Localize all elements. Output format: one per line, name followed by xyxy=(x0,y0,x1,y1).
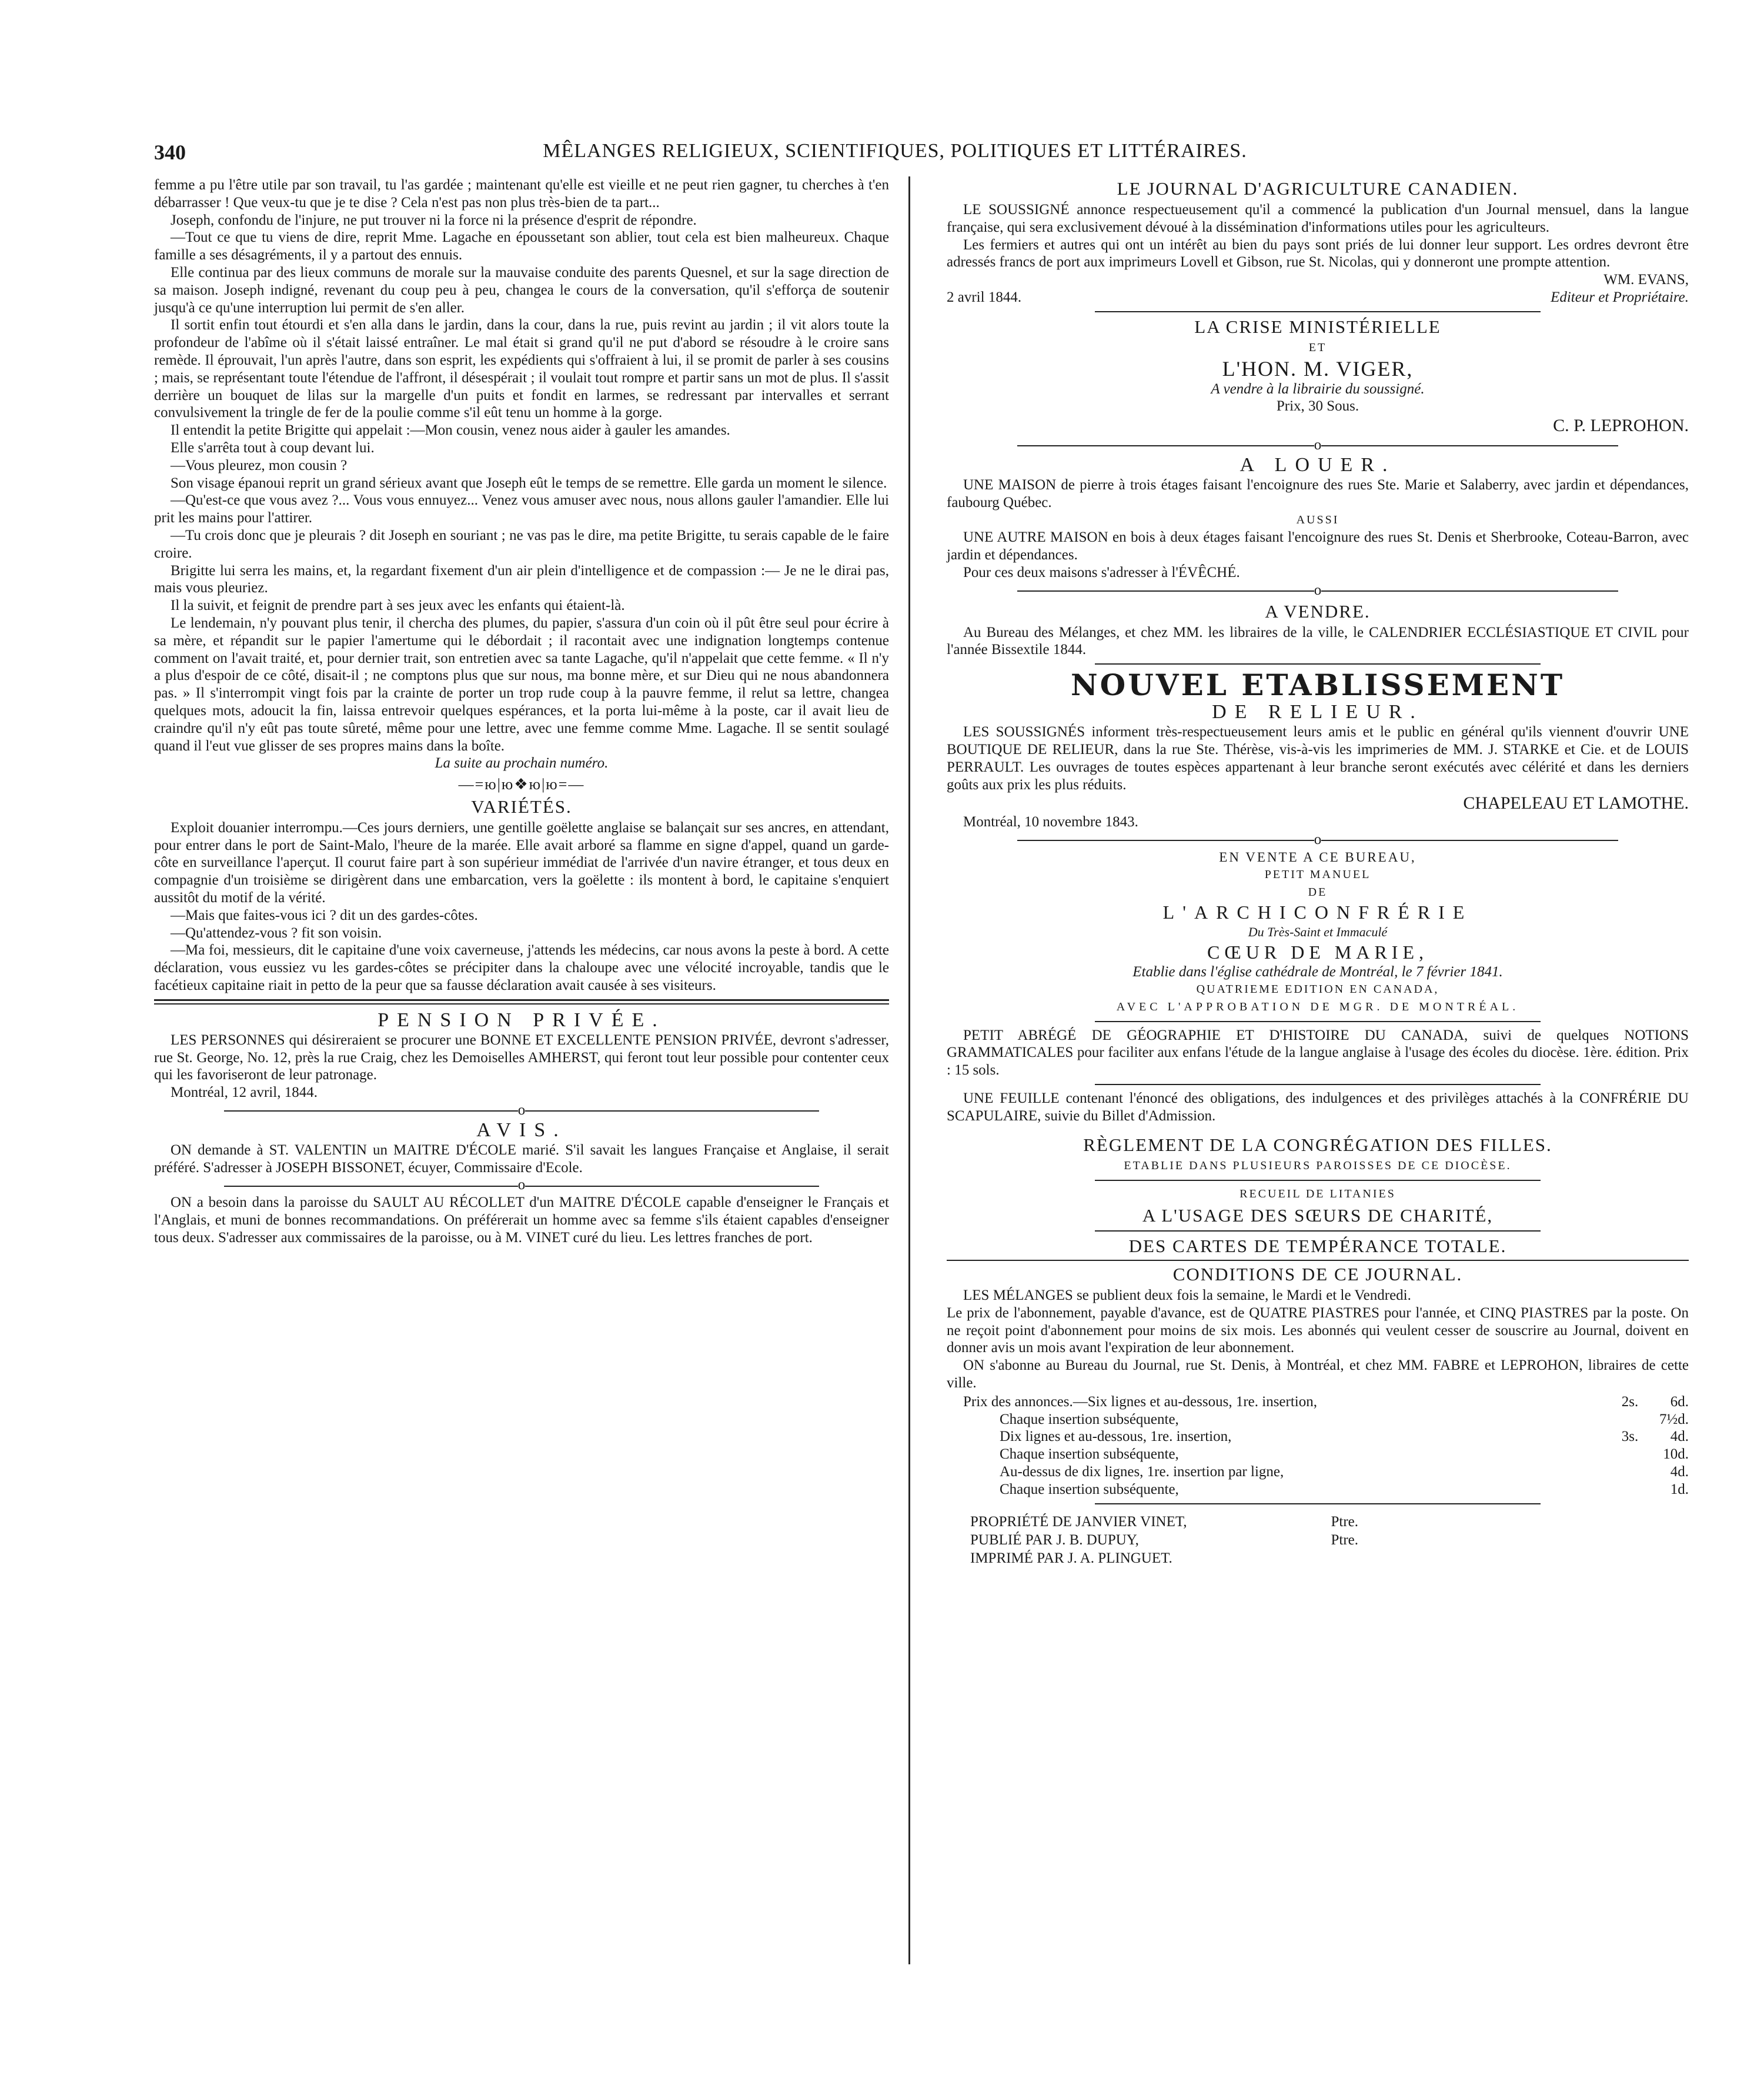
rate-row: Prix des annonces.—Six lignes et au-dessous, 1re. insertion, 2s. 6d. xyxy=(963,1393,1689,1410)
story-paragraph: Joseph, confondu de l'injure, ne put trouver ni la force ni la présence d'esprit de répondre. xyxy=(171,212,697,228)
relieur-paragraph: LES SOUSSIGNÉS informent très-respectueusement leurs amis et le public en général qu'ils viennent d'ouvrir UNE BOUTIQUE DE RELIEUR, dans la rue Ste. Thérèse, vis-à-vis les imprimeries de MM. J. STARKE et Cie. et de LOUIS PERRAULT. Les ouvrages de toutes espèces appartenant à leur branche seront exécutés avec célérité et dans les derniers goûts aux prix les plus réduits. xyxy=(947,724,1689,793)
louer-heading: A LOUER. xyxy=(1240,453,1396,476)
signature-row: IMPRIMÉ PAR J. A. PLINGUET. xyxy=(970,1550,1172,1566)
rate-row: Dix lignes et au-dessous, 1re. insertion, 3s. 4d. xyxy=(1000,1429,1689,1445)
story-paragraph: femme a pu l'être utile par son travail, tu l'as gardée ; maintenant qu'elle est vieille et ne peut rien gagner, tu cherches à t'en débarrasser ! Que veux-tu que je te dise ? Cela n'est pas non plus très-bien de ta part... xyxy=(154,177,889,211)
section-rule xyxy=(1095,1230,1540,1232)
recueil-usage: A L'USAGE DES SŒURS DE CHARITÉ, xyxy=(1142,1205,1494,1226)
left-column xyxy=(154,176,889,1247)
vente-petit-manuel: PETIT MANUEL xyxy=(1264,867,1371,881)
double-rule xyxy=(154,999,889,1005)
reglement-heading: RÈGLEMENT DE LA CONGRÉGATION DES FILLES. xyxy=(1083,1134,1552,1156)
crise-sale: A vendre à la librairie du soussigné. xyxy=(1211,381,1425,397)
story-paragraph: —Tu crois donc que je pleurais ? dit Joseph en souriant ; ne vas pas le dire, ma petite Brigitte, tu serais capable de le faire croire. xyxy=(154,527,889,561)
abrege-paragraph: PETIT ABRÉGÉ DE GÉOGRAPHIE ET D'HISTOIRE DU CANADA, suivi de quelques NOTIONS GRAMMATICALES pour faciliter aux enfans l'étude de la langue anglaise à l'usage des écoles du diocèse. 1ère. édition. Prix : 15 sols. xyxy=(947,1027,1689,1079)
agriculture-body: LE SOUSSIGNÉ annonce respectueusement qu'il a commencé la publication d'un Journal mensuel, dans la langue française, qui sera exclusivement dévoué à la dissémination d'informations utiles pour les agriculteurs. xyxy=(947,202,1689,235)
agriculture-footer xyxy=(947,289,1689,306)
page-header xyxy=(154,140,1636,169)
louer-aussi: AUSSI xyxy=(1296,513,1339,526)
rule-mark: o xyxy=(1314,437,1322,453)
section-rule xyxy=(1095,1503,1540,1504)
section-rule xyxy=(947,1260,1689,1261)
avis-paragraph: ON a besoin dans la paroisse du SAULT AU RÉCOLLET d'un MAITRE D'ÉCOLE capable d'enseigner le Français et l'Anglais, et muni de bonnes recommandations. On préférerait un homme avec sa femme s'ils étaient capables d'enseigner tous deux. S'adresser aux commissaires de la paroisse, ou à M. VINET curé du lieu. Les lettres franches de port. xyxy=(154,1194,889,1246)
pension-date: Montréal, 12 avril, 1844. xyxy=(171,1084,318,1101)
section-rule xyxy=(1095,1180,1540,1181)
agriculture-date: 2 avril 1844. xyxy=(947,289,1022,305)
pension-heading: PENSION PRIVÉE. xyxy=(377,1009,666,1031)
story-paragraph: Elle s'arrêta tout à coup devant lui. xyxy=(171,439,375,456)
story-paragraph: Le lendemain, n'y pouvant plus tenir, il chercha des plumes, du papier, s'assura d'un coin où il pût être seul pour écrire à sa mère, et répandit sur le papier l'amertume qui le débordait ; il racontait avec une indignation longtemps contenue comment on l'avait traité, et, pour dernier trait, son entretien avec sa tante Lagache, qu'il n'appelait que cette femme. « Il n'y a plus d'espoir de ce côté, disait-il ; ne comptons plus que sur nous, ma bonne mère, et sur Dieu qui ne nous abandonnera pas. » Il s'interrompit vingt fois par la crainte de porter un trop rude coup à la pauvre femme, il relut sa lettre, changea quelques mots, adoucit la fin, laissa entrevoir quelques espérances, et la porta lui-même à la poste, car il avait lieu de craindre qu'il n'y eût pas toute sûreté, même pour une lettre, avec une femme comme Mme. Lagache. Il se sentit soulagé quand il l'eut vue glisser de ses propres mains dans la boîte. xyxy=(154,615,889,754)
story-paragraph: Il entendit la petite Brigitte qui appelait :—Mon cousin, venez nous aider à gauler les amandes. xyxy=(171,422,730,439)
louer-paragraph: UNE MAISON de pierre à trois étages faisant l'encoignure des rues Ste. Marie et Salaberry, avec jardin et dépendances, faubourg Québec. xyxy=(947,476,1689,510)
ornament-divider: —=ю|ю❖ю|ю=— xyxy=(458,776,585,793)
relieur-date: Montréal, 10 novembre 1843. xyxy=(963,814,1138,830)
vendre-heading: A VENDRE. xyxy=(1265,600,1371,622)
vente-edition: QUATRIEME EDITION EN CANADA, xyxy=(1196,982,1439,996)
story-paragraph: Il sortit enfin tout étourdi et s'en alla dans le jardin, dans la cour, dans la rue, puis revint au jardin ; il vit alors toute la profondeur de l'abîme où il s'était laissé entraîner. Le mal était si grand qu'il ne put d'abord se résoudre à le croire sans remède. Il éprouvait, l'un après l'autre, dans son esprit, les expédients qui s'offraient à lui, il se promit de parler à ses cousins ; mais, se représentant toute l'étendue de l'affront, il désespérait ; il voulait tout rompre et partir sans un mot de plus. Il s'assit derrière un bouquet de lilas sur la margelle d'un puits et fondit en larmes, se redressant par intervalles et serrant convulsivement la tringle de fer de la poulie comme s'il eût tenu un homme à la gorge. xyxy=(154,317,889,421)
story-paragraph: Elle continua par des lieux communs de morale sur la mauvaise conduite des parents Quesnel, et sur la sage direction de sa maison. Joseph indigné, revenant du coup peu à peu, changea le cours de la conversation, qu'il s'efforça de soutenir jusqu'à ce qu'une interruption lui permit de s'en aller. xyxy=(154,264,889,316)
cartes-heading: DES CARTES DE TEMPÉRANCE TOTALE. xyxy=(1128,1236,1507,1257)
conditions-paragraph: ON s'abonne au Bureau du Journal, rue St. Denis, à Montréal, et chez MM. FABRE et LEPROHON, libraires de cette ville. xyxy=(947,1357,1689,1391)
vente-heading: EN VENTE A CE BUREAU, xyxy=(1219,849,1416,865)
agriculture-heading: LE JOURNAL D'AGRICULTURE CANADIEN. xyxy=(1117,178,1519,199)
column-rule xyxy=(908,176,910,1964)
rule-mark: o xyxy=(1314,582,1322,598)
continuation-note: La suite au prochain numéro. xyxy=(435,755,609,772)
rate-row: Chaque insertion subséquente, 7½d. xyxy=(1000,1411,1689,1427)
section-rule xyxy=(947,582,1689,599)
crise-name: L'HON. M. VIGER, xyxy=(1222,356,1414,381)
crise-et: ET xyxy=(1308,341,1327,354)
signature-row: PUBLIÉ PAR J. B. DUPUY, Ptre. xyxy=(970,1531,1358,1548)
feuille-paragraph: UNE FEUILLE contenant l'énoncé des obligations, des indulgences et des privilèges attachés à la CONFRÉRIE DU SCAPULAIRE, suivie du Billet d'Admission. xyxy=(947,1090,1689,1124)
recueil-heading: RECUEIL DE LITANIES xyxy=(1240,1187,1396,1201)
section-rule xyxy=(947,436,1689,454)
page-number: 340 xyxy=(154,141,186,164)
story-paragraph: Il la suivit, et feignit de prendre part à ses jeux avec les enfants qui étaient-là. xyxy=(171,598,625,614)
agriculture-body: Les fermiers et autres qui ont un intérêt au bien du pays sont priés de lui donner leur support. Les ordres devront être adressés francs de port aux imprimeurs Lovell et Gibson, rue St. Nicolas, qui y donneront une prompte attention. xyxy=(947,236,1689,271)
story-paragraph: —Qu'est-ce que vous avez ?... Vous vous ennuyez... Venez vous amuser avec nous, nous allons gauler l'amandier. Elle lui prit les mains pour l'attirer. xyxy=(154,492,889,526)
agriculture-role: Editeur et Propriétaire. xyxy=(1551,289,1689,305)
vendre-paragraph: Au Bureau des Mélanges, et chez MM. les libraires de la ville, le CALENDRIER ECCLÉSIASTIQUE ET CIVIL pour l'année Bissextile 1844. xyxy=(947,624,1689,658)
story-paragraph: —Tout ce que tu viens de dire, reprit Mme. Lagache en époussetant son ablier, tout cela est bien malheureux. Chaque famille a ses désagréments, il y a partout des ennuis. xyxy=(154,229,889,263)
vente-coeur: CŒUR DE MARIE, xyxy=(1207,942,1428,963)
crise-heading: LA CRISE MINISTÉRIELLE xyxy=(1194,316,1441,337)
varietes-paragraph: Exploit douanier interrompu.—Ces jours derniers, une gentille goëlette anglaise se balançait sur ses ancres, en attendant, pour entrer dans le port de Saint-Malo, l'heure de la marée. Elle avait arboré sa flamme en signe d'appel, quand un garde-côte en surveillance l'aperçut. Il courut faire part à son supérieur immédiat de l'arrivée d'un navire étranger, et tous deux en compagnie d'un troisième se dirigèrent dans une embarcation, vers la goëlette : ils montent à bord, le capitaine s'enquiert aussitôt du motif de la vérité. xyxy=(154,819,889,906)
conditions-heading: CONDITIONS DE CE JOURNAL. xyxy=(1172,1264,1463,1285)
reglement-sub: ETABLIE DANS PLUSIEURS PAROISSES DE CE DIOCÈSE. xyxy=(1124,1159,1512,1173)
section-rule xyxy=(1095,663,1540,665)
rule-mark: o xyxy=(517,1177,526,1193)
section-rule xyxy=(947,831,1689,849)
louer-paragraph: UNE AUTRE MAISON en bois à deux étages faisant l'encoignure des rues St. Denis et Sherbrooke, Coteau-Barron, avec jardin et dépendances. xyxy=(947,529,1689,563)
relieur-signature: CHAPELEAU ET LAMOTHE. xyxy=(1463,793,1689,813)
story-paragraph: Brigitte lui serra les mains, et, la regardant fixement d'un air plein d'intelligence et de compassion :— Je ne le dirai pas, mais vous pleuriez. xyxy=(154,562,889,596)
story-paragraph: —Vous pleurez, mon cousin ? xyxy=(171,457,348,473)
pension-body: LES PERSONNES qui désireraient se procurer une BONNE ET EXCELLENTE PENSION PRIVÉE, devront s'adresser, rue St. George, No. 12, près la rue Craig, chez les Demoiselles AMHERST, qui feront tout leur possible pour contenter ceux qui les favoriseront de leur patronage. xyxy=(154,1032,889,1083)
rate-row: Au-dessus de dix lignes, 1re. insertion par ligne, 4d. xyxy=(1000,1464,1689,1480)
conditions-paragraph: Le prix de l'abonnement, payable d'avance, est de QUATRE PIASTRES pour l'année, et CINQ PIASTRES par la poste. On ne reçoit point d'abonnement pour moins de six mois. Les abonnés qui veulent cesser de souscrire au Journal, doivent en donner avis un mois avant l'expiration de leur abonnement. xyxy=(947,1304,1689,1356)
running-title: MÊLANGES RELIGIEUX, SCIENTIFIQUES, POLITIQUES ET LITTÉRAIRES. xyxy=(543,140,1247,162)
rule-mark: o xyxy=(517,1102,526,1119)
section-rule xyxy=(1095,1084,1540,1085)
varietes-heading: VARIÉTÉS. xyxy=(471,796,572,817)
vente-de: DE xyxy=(1308,885,1328,899)
vente-archiconfrerie: L'ARCHICONFRÉRIE xyxy=(1162,902,1473,923)
vente-etablie: Etablie dans l'église cathédrale de Montréal, le 7 février 1841. xyxy=(1132,964,1503,980)
ad-rates xyxy=(947,1393,1689,1499)
story-paragraph: Son visage épanoui reprit un grand sérieux avant que Joseph eût le temps de se remettre. Elle garda un moment le silence. xyxy=(171,475,887,491)
crise-price: Prix, 30 Sous. xyxy=(1276,398,1359,415)
nouvel-etablissement-heading: NOUVEL ETABLISSEMENT xyxy=(1070,668,1565,703)
avis-heading: AVIS. xyxy=(476,1119,567,1141)
signature-row: PROPRIÉTÉ DE JANVIER VINET, Ptre. xyxy=(970,1513,1358,1530)
section-rule xyxy=(154,1176,889,1194)
section-rule xyxy=(1095,1021,1540,1022)
louer-paragraph: Pour ces deux maisons s'adresser à l'ÉVÊCHÉ. xyxy=(963,564,1240,580)
conditions-paragraph: LES MÉLANGES se publient deux fois la semaine, le Mardi et le Vendredi. xyxy=(963,1287,1411,1304)
varietes-paragraph: —Qu'attendez-vous ? fit son voisin. xyxy=(171,925,382,941)
rule-mark: o xyxy=(1314,832,1322,848)
varietes-paragraph: —Mais que faites-vous ici ? dit un des gardes-côtes. xyxy=(171,907,478,923)
vente-approbation: AVEC L'APPROBATION DE MGR. DE MONTRÉAL. xyxy=(1116,1000,1519,1013)
crise-signature: C. P. LEPROHON. xyxy=(1553,416,1689,436)
right-column xyxy=(947,176,1689,1567)
agriculture-signature: WM. EVANS, xyxy=(1603,272,1689,288)
vente-du: Du Très-Saint et Immaculé xyxy=(1248,925,1388,940)
section-rule xyxy=(1095,311,1540,312)
section-rule xyxy=(154,1102,889,1119)
varietes-paragraph: —Ma foi, messieurs, dit le capitaine d'une voix caverneuse, j'attends les médecins, car nous avons la peste à bord. A cette déclaration, vous eussiez vu les gardes-côtes se précipiter dans la chaloupe avec une vélocité incroyable, tandis que le facétieux capitaine riait in petto de la peur que sa fausse déclaration avait causée à ses visiteurs. xyxy=(154,942,889,994)
rate-row: Chaque insertion subséquente, 1d. xyxy=(1000,1481,1689,1497)
relieur-heading: DE RELIEUR. xyxy=(1212,701,1424,723)
rate-row: Chaque insertion subséquente, 10d. xyxy=(1000,1446,1689,1463)
avis-paragraph: ON demande à ST. VALENTIN un MAITRE D'ÉCOLE marié. S'il savait les langues Française et Anglaise, il serait préféré. S'adresser à JOSEPH BISSONET, écuyer, Commissaire d'Ecole. xyxy=(154,1142,889,1176)
